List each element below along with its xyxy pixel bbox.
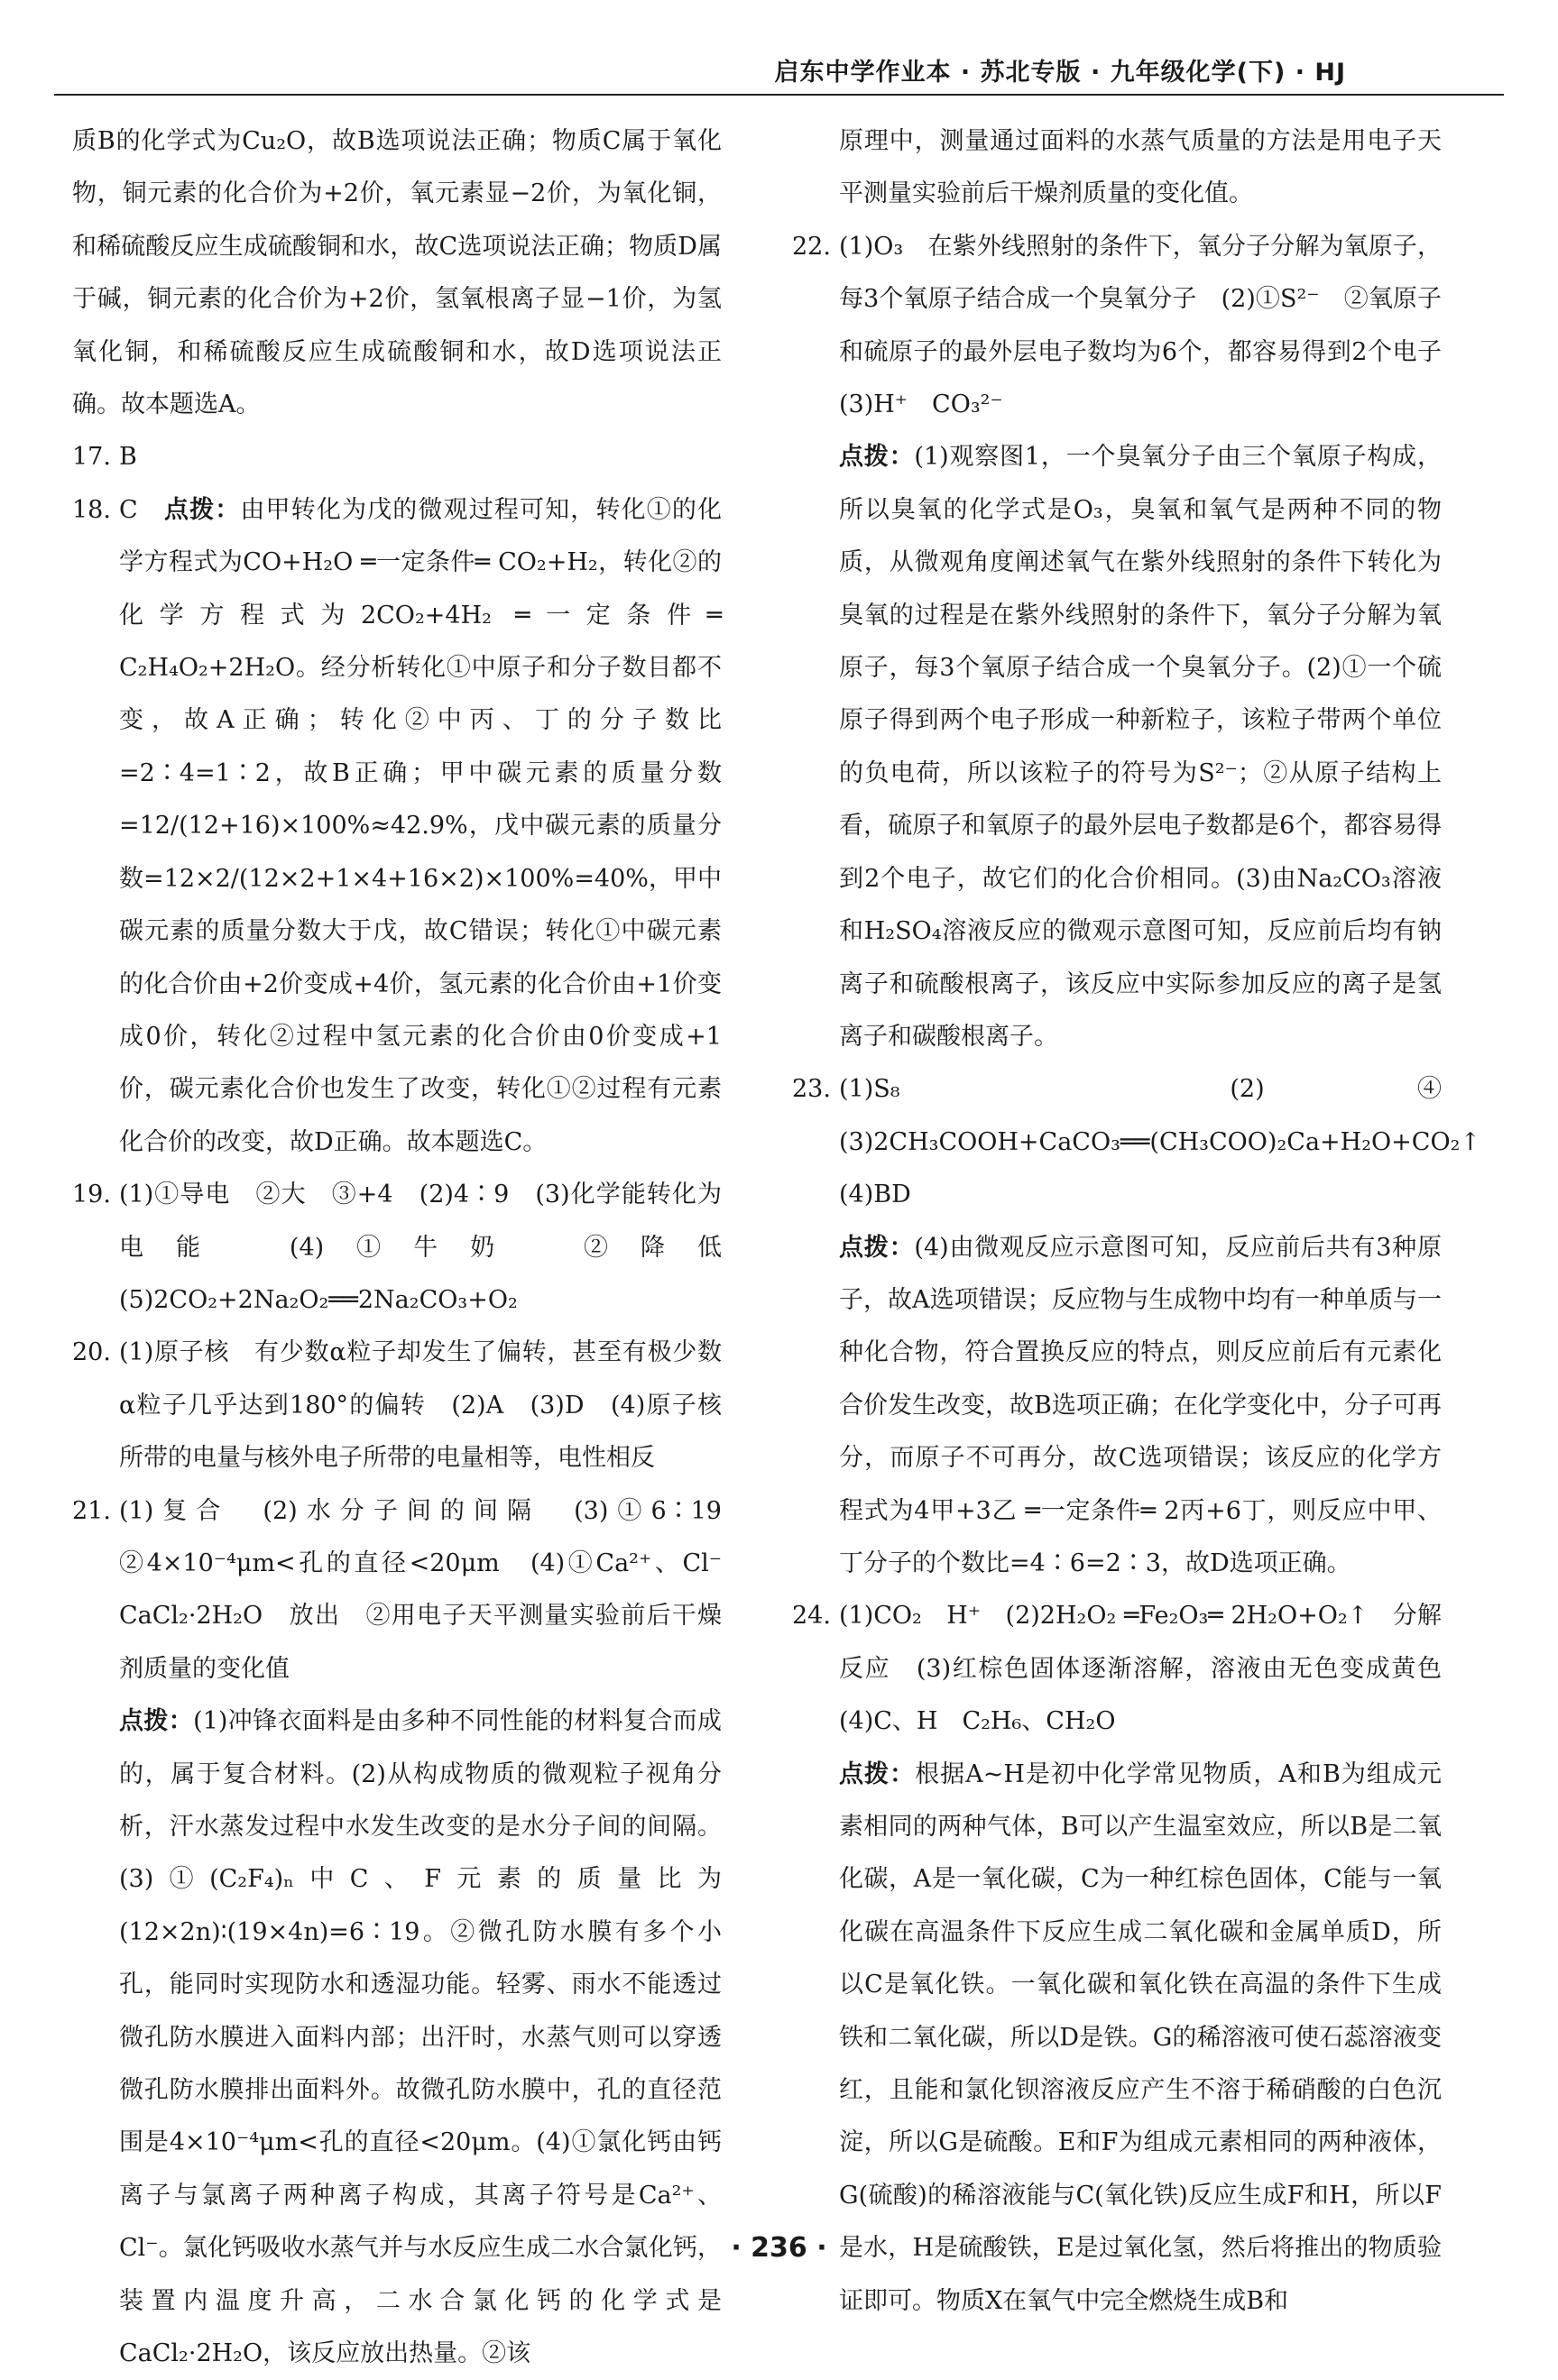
- answer-entry: [792, 221, 1466, 432]
- answer-entry: [72, 1169, 746, 1327]
- entry-number: 22.: [792, 232, 831, 261]
- entry-text: 原理中，测量通过面料的水蒸气质量的方法是用电子天平测量实验前后干燥剂质量的变化值。: [839, 127, 1442, 208]
- entry-number: 20.: [72, 1338, 111, 1367]
- answer-entry: [72, 1327, 722, 1484]
- entry-text: (1)CO₂ H⁺ (2)2H₂O₂ ═Fe₂O₃═ 2H₂O+O₂↑ 分解反应 (3)红棕色固体逐渐溶解，溶液由无色变成黄色 (4)C、H C₂H₆、CH₂O: [839, 1602, 1466, 1736]
- answer-entry: [72, 484, 722, 1169]
- answer-tip: [72, 1695, 722, 2380]
- answer-entry: [72, 431, 722, 483]
- entry-number: 24.: [792, 1602, 831, 1631]
- tip-text: 点拨：(1)冲锋衣面料是由多种不同性能的材料复合而成的，属于复合材料。(2)从构成物质的微观粒子视角分析，汗水蒸发过程中水发生改变的是水分子间的间隔。(3)①(C₂F₄)ₙ中C、F元素的质量比为(12×2n)∶(19×4n)=6∶19。②微孔防水膜有多个小孔，能同时实现防水和透湿功能。轻雾、雨水不能透过微孔防水膜进入面料内部；出汗时，水蒸气则可以穿透微孔防水膜排出面料外。故微孔防水膜中，孔的直径范围是4×10⁻⁴μm<孔的直径<20μm。(4)①氯化钙由钙离子与氯离子两种离子构成，其离子符号是Ca²⁺、Cl⁻。氯化钙吸收水蒸气并与水反应生成二水合氯化钙，装置内温度升高，二水合氯化钙的化学式是CaCl₂·2H₂O，该反应放出热量。②该: [119, 1707, 723, 2368]
- header-title: 启东中学作业本 · 苏北专版 · 九年级化学(下) · HJ: [774, 59, 1346, 87]
- answer-entry: [792, 1063, 1506, 1221]
- answer-entry: [792, 115, 1442, 221]
- entry-number: 17.: [72, 443, 111, 472]
- answer-entry: [72, 1485, 746, 1696]
- entry-number: 23.: [792, 1075, 831, 1104]
- tip-text: 点拨：根据A~H是初中化学常见物质，A和B为组成元素相同的两种气体，B可以产生温室效应，所以B是二氧化碳，A是一氧化碳，C为一种红棕色固体，C能与一氧化碳在高温条件下反应生成二氧化碳和金属单质D，所以C是氧化铁。一氧化碳和氧化铁在高温的条件下生成铁和二氧化碳，所以D是铁。G的稀溶液可使石蕊溶液变红，且能和氯化钡溶液反应产生不溶于稀硝酸的白色沉淀，所以G是硫酸。E和F为组成元素相同的两种液体，G(硫酸)的稀溶液能与C(氧化铁)反应生成F和H，所以F是水，H是硫酸铁，E是过氧化氢，然后将推出的物质验证即可。物质X在氧气中完全燃烧生成B和: [839, 1760, 1442, 2315]
- entry-text: (1)①导电 ②大 ③+4 (2)4∶9 (3)化学能转化为电能 (4)①牛奶 ②降低 (5)2CO₂+2Na₂O₂══2Na₂CO₃+O₂: [119, 1181, 746, 1314]
- right-column: [792, 115, 1506, 2328]
- entry-text: (1)原子核 有少数α粒子却发生了偏转，甚至有极少数α粒子几乎达到180°的偏转 (2)A (3)D (4)原子核所带的电量与核外电子所带的电量相等，电性相反: [119, 1338, 722, 1473]
- entry-text: (1)S₈ (2)④ (3)2CH₃COOH+CaCO₃══(CH₃COO)₂Ca+H₂O+CO₂↑ (4)BD: [839, 1075, 1506, 1209]
- answer-entry: [792, 1590, 1466, 1748]
- answer-tip: [792, 1222, 1442, 1591]
- entry-text: (1)复合 (2)水分子间的间隔 (3)①6∶19 ②4×10⁻⁴μm<孔的直径<20μm (4)①Ca²⁺、Cl⁻ CaCl₂·2H₂O 放出 ②用电子天平测量实验前后干燥剂质量的变化值: [119, 1496, 746, 1683]
- entry-text: C 点拨：由甲转化为戊的微观过程可知，转化①的化学方程式为CO+H₂O ═一定条件═ CO₂+H₂，转化②的化学方程式为2CO₂+4H₂ ═一定条件═ C₂H₄O₂+2H₂O。经分析转化①中原子和分子数目都不变，故A正确；转化②中丙、丁的分子数比=2∶4=1∶2，故B正确；甲中碳元素的质量分数=12/(12+16)×100%≈42.9%，戊中碳元素的质量分数=12×2/(12×2+1×4+16×2)×100%=40%，甲中碳元素的质量分数大于戊，故C错误；转化①中碳元素的化合价由+2价变成+4价，氢元素的化合价由+1价变成0价，转化②过程中氢元素的化合价由0价变成+1价，碳元素化合价也发生了改变，转化①②过程有元素化合价的改变，故D正确。故本题选C。: [119, 495, 722, 1156]
- answer-tip: [792, 431, 1442, 1063]
- answer-entry: [72, 115, 722, 431]
- tip-text: 点拨：(4)由微观反应示意图可知，反应前后共有3种原子，故A选项错误；反应物与生成物中均有一种单质与一种化合物，符合置换反应的特点，则反应前后有元素化合价发生改变，故B选项正确；在化学变化中，分子可再分，而原子不可再分，故C选项错误；该反应的化学方程式为4甲+3乙 ═一定条件═ 2丙+6丁，则反应中甲、丁分子的个数比=4∶6=2∶3，故D选项正确。: [839, 1233, 1442, 1577]
- entry-text: (1)O₃ 在紫外线照射的条件下，氧分子分解为氧原子，每3个氧原子结合成一个臭氧分子 (2)①S²⁻ ②氧原子和硫原子的最外层电子数均为6个，都容易得到2个电子 (3)H⁺ CO₃²⁻: [839, 232, 1466, 419]
- page-number: · 236 ·: [731, 2232, 827, 2264]
- entry-text: B: [119, 443, 137, 472]
- tip-text: 点拨：(1)观察图1，一个臭氧分子由三个氧原子构成，所以臭氧的化学式是O₃，臭氧和氧气是两种不同的物质，从微观角度阐述氧气在紫外线照射的条件下转化为臭氧的过程是在紫外线照射的条件下，氧分子分解为氧原子，每3个氧原子结合成一个臭氧分子。(2)①一个硫原子得到两个电子形成一种新粒子，该粒子带两个单位的负电荷，所以该粒子的符号为S²⁻；②从原子结构上看，硫原子和氧原子的最外层电子数都是6个，都容易得到2个电子，故它们的化合价相同。(3)由Na₂CO₃溶液和H₂SO₄溶液反应的微观示意图可知，反应前后均有钠离子和硫酸根离子，该反应中实际参加反应的离子是氢离子和碳酸根离子。: [839, 443, 1442, 1051]
- page-header: [54, 51, 1504, 96]
- entry-text: 质B的化学式为Cu₂O，故B选项说法正确；物质C属于氧化物，铜元素的化合价为+2价，氧元素显−2价，为氧化铜，和稀硫酸反应生成硫酸铜和水，故C选项说法正确；物质D属于碱，铜元素的化合价为+2价，氢氧根离子显−1价，为氢氧化铜，和稀硫酸反应生成硫酸铜和水，故D选项说法正确。故本题选A。: [72, 127, 722, 419]
- entry-number: 19.: [72, 1181, 111, 1209]
- entry-number: 18.: [72, 495, 111, 524]
- left-column: [72, 115, 746, 2380]
- entry-number: 21.: [72, 1496, 111, 1525]
